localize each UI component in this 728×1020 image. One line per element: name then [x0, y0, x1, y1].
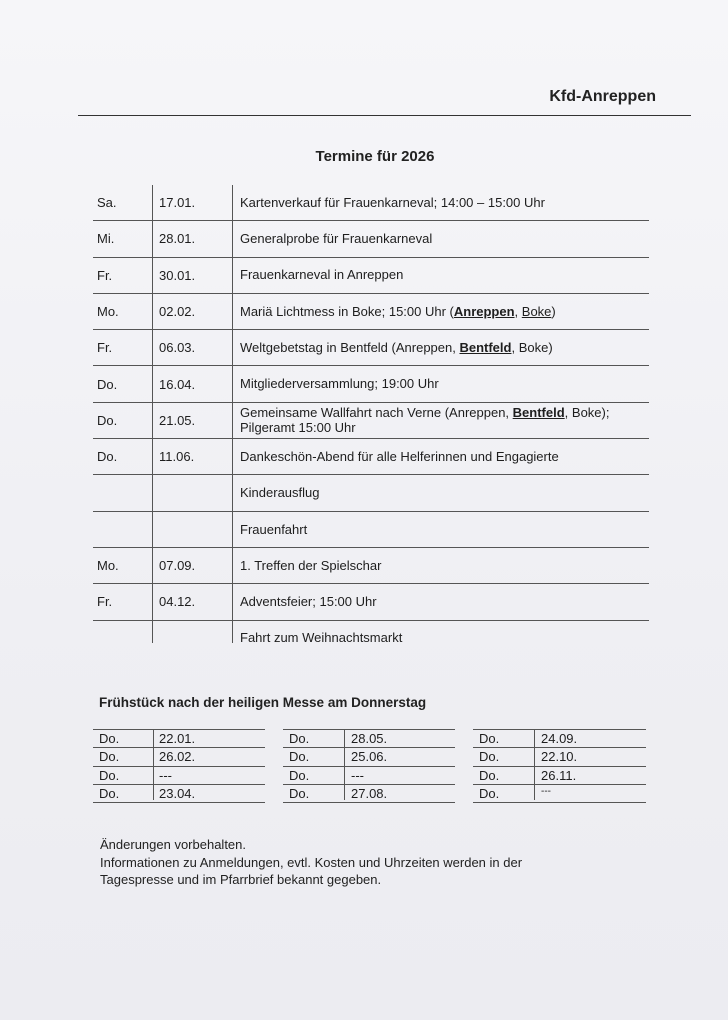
breakfast-date: ---: [541, 785, 551, 797]
breakfast-date: ---: [351, 767, 364, 783]
event-description: Dankeschön-Abend für alle Helferinnen und Engagierte: [240, 448, 559, 464]
breakfast-day: Do.: [289, 731, 310, 746]
footer-line: Änderungen vorbehalten.: [100, 837, 247, 852]
event-date: 28.01.: [159, 231, 196, 247]
event-date: 07.09.: [159, 558, 196, 574]
breakfast-date: 23.04.: [159, 785, 196, 801]
breakfast-date: 27.08.: [351, 785, 388, 801]
event-date: 17.01.: [159, 195, 196, 211]
event-description: Adventsfeier; 15:00 Uhr: [240, 594, 377, 610]
breakfast-date: 22.01.: [159, 731, 196, 746]
table-row: [93, 439, 649, 475]
breakfast-date: 28.05.: [351, 731, 388, 746]
table-row: [473, 784, 646, 803]
event-date: 06.03.: [159, 340, 196, 356]
event-description: Gemeinsame Wallfahrt nach Verne (Anreppen, Bentfeld, Boke); Pilgeramt 15:00 Uhr: [240, 404, 610, 436]
table-row: [283, 747, 455, 765]
breakfast-day: Do.: [479, 731, 500, 746]
event-day: Fr.: [97, 267, 113, 283]
breakfast-table-1: [93, 729, 265, 803]
breakfast-day: Do.: [99, 749, 120, 765]
breakfast-day: Do.: [289, 767, 310, 783]
table-row: [93, 784, 265, 803]
event-day: Mo.: [97, 558, 119, 574]
breakfast-day: Do.: [289, 749, 310, 765]
breakfast-day: Do.: [289, 785, 310, 801]
organization-name: Kfd-Anreppen: [549, 88, 656, 105]
event-day: Fr.: [97, 594, 113, 610]
breakfast-day: Do.: [479, 767, 500, 783]
event-day: Do.: [97, 376, 118, 392]
table-row: [93, 621, 649, 656]
breakfast-date: 26.02.: [159, 749, 196, 765]
table-row: [93, 766, 265, 784]
table-row: [93, 729, 265, 747]
breakfast-section-title: Frühstück nach der heiligen Messe am Donnerstag: [99, 695, 427, 710]
event-description: Kartenverkauf für Frauenkarneval; 14:00 – 15:00 Uhr: [240, 194, 545, 210]
breakfast-day: Do.: [99, 731, 120, 746]
table-row: [473, 747, 646, 765]
table-row: [93, 294, 649, 330]
breakfast-day: Do.: [99, 767, 120, 783]
footer-line: Tagespresse und im Pfarrbrief bekannt gegeben.: [100, 872, 382, 887]
table-row: [93, 475, 649, 511]
table-row: [93, 221, 649, 257]
table-row: [283, 729, 455, 747]
event-description: Generalprobe für Frauenkarneval: [240, 231, 433, 247]
breakfast-date: 25.06.: [351, 749, 388, 765]
event-description: Kinderausflug: [240, 485, 320, 501]
event-day: Do.: [97, 412, 118, 428]
breakfast-table-2: [283, 729, 455, 803]
event-description: Fahrt zum Weihnachtsmarkt: [240, 630, 403, 646]
table-row: [93, 258, 649, 294]
page-title: Termine für 2026: [315, 148, 435, 165]
table-row: [93, 548, 649, 584]
breakfast-table-3: [473, 729, 646, 803]
table-row: [93, 747, 265, 765]
table-row: [93, 185, 649, 221]
event-date: 16.04.: [159, 376, 196, 392]
breakfast-date: 24.09.: [541, 731, 578, 746]
event-description: Mariä Lichtmess in Boke; 15:00 Uhr (Anreppen, Boke): [240, 303, 556, 319]
table-row: [93, 584, 649, 620]
event-date: 21.05.: [159, 412, 196, 428]
event-description: 1. Treffen der Spielschar: [240, 557, 382, 573]
event-date: 02.02.: [159, 304, 196, 320]
event-date: 04.12.: [159, 594, 196, 610]
breakfast-day: Do.: [479, 749, 500, 765]
event-day: Do.: [97, 449, 118, 465]
table-row: [93, 366, 649, 402]
event-description: Weltgebetstag in Bentfeld (Anreppen, Bentfeld, Boke): [240, 340, 553, 356]
event-description: Frauenkarneval in Anreppen: [240, 267, 404, 283]
event-description: Frauenfahrt: [240, 521, 308, 537]
event-day: Fr.: [97, 340, 113, 356]
table-row: [93, 512, 649, 548]
table-row: [473, 729, 646, 747]
table-row: [93, 330, 649, 366]
footer-line: Informationen zu Anmeldungen, evtl. Kosten und Uhrzeiten werden in der: [100, 854, 523, 870]
breakfast-day: Do.: [99, 785, 120, 801]
breakfast-day: Do.: [479, 785, 500, 801]
event-date: 11.06.: [159, 449, 195, 465]
table-row: [283, 784, 455, 803]
breakfast-date: 26.11.: [541, 767, 577, 783]
event-day: Mo.: [97, 304, 119, 320]
table-row: [93, 403, 649, 439]
event-description: Mitgliederversammlung; 19:00 Uhr: [240, 376, 439, 392]
header-divider: [78, 115, 691, 116]
event-day: Mi.: [97, 231, 115, 247]
breakfast-date: 22.10.: [541, 749, 578, 765]
footer-notes: [100, 836, 522, 889]
event-date: 30.01.: [159, 267, 196, 283]
breakfast-date: ---: [159, 767, 172, 783]
events-table: [93, 185, 649, 656]
table-row: [283, 766, 455, 784]
table-row: [473, 766, 646, 784]
event-day: Sa.: [97, 195, 117, 211]
